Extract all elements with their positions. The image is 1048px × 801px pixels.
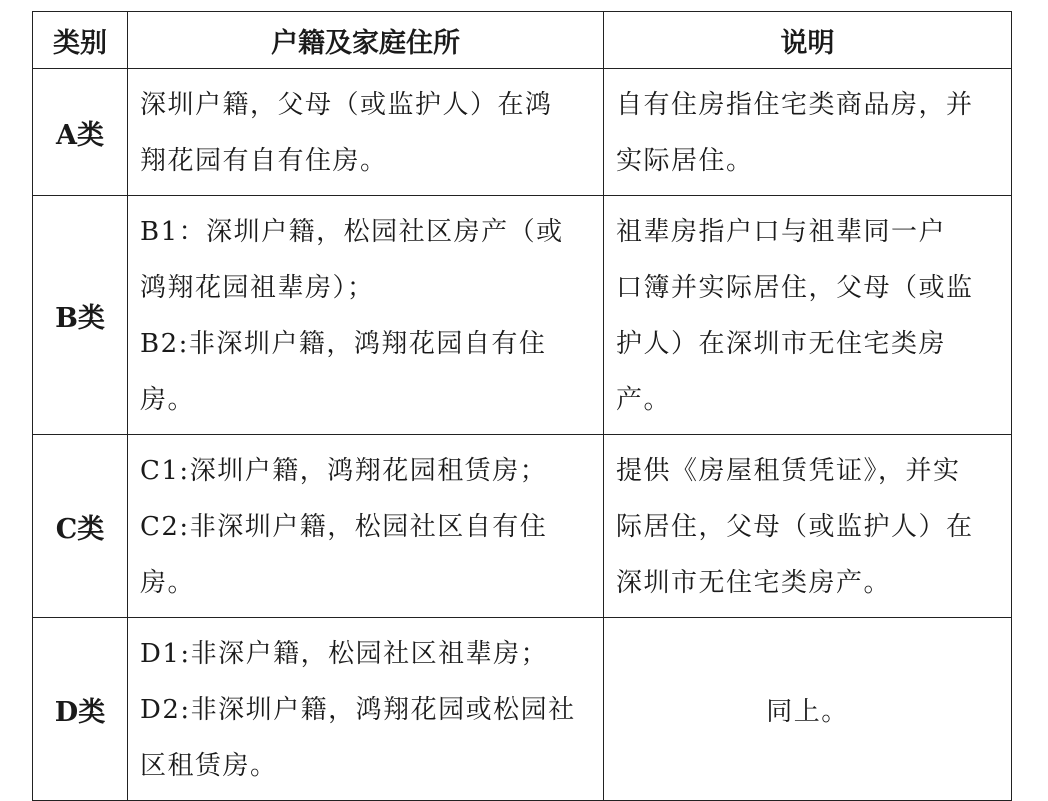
- header-note: 说明: [604, 12, 1012, 69]
- note-line: 自有住房指住宅类商品房，并: [616, 90, 974, 120]
- category-cell: B类: [33, 196, 128, 435]
- note-line: 祖辈房指户口与祖辈同一户: [616, 217, 947, 247]
- residence-line: D2:非深圳户籍，鸿翔花园或松园社: [140, 695, 576, 725]
- category-cell: D类: [33, 618, 128, 801]
- note-line: 产。: [616, 385, 672, 415]
- table-row: [33, 618, 1012, 801]
- residence-line: B2:非深圳户籍，鸿翔花园自有住: [140, 329, 547, 359]
- category-cell: C类: [33, 435, 128, 618]
- note-line: 深圳市无住宅类房产。: [616, 568, 892, 598]
- residence-line: D1:非深户籍，松园社区祖辈房；: [140, 639, 549, 669]
- residence-line: 房。: [140, 568, 196, 598]
- header-category: 类别: [33, 12, 128, 69]
- header-residence: 户籍及家庭住所: [128, 12, 604, 69]
- note-line: 际居住，父母（或监护人）在: [616, 512, 974, 542]
- table-row: [33, 69, 1012, 196]
- residence-line: 鸿翔花园祖辈房）；: [140, 273, 375, 303]
- note-cell: 同上。: [604, 618, 1012, 801]
- residence-line: B1：深圳户籍，松园社区房产（或: [140, 217, 564, 247]
- residence-cell: [128, 69, 604, 196]
- residence-cell: [128, 435, 604, 618]
- residence-cell: [128, 196, 604, 435]
- table-row: [33, 435, 1012, 618]
- note-cell: [604, 435, 1012, 618]
- note-line: 护人）在深圳市无住宅类房: [616, 329, 947, 359]
- residence-line: C1:深圳户籍，鸿翔花园租赁房；: [140, 456, 548, 486]
- table-row: [33, 196, 1012, 435]
- residence-line: 区租赁房。: [140, 751, 278, 781]
- residence-line: 房。: [140, 385, 196, 415]
- note-line: 提供《房屋租赁凭证》，并实: [616, 456, 961, 486]
- note-cell: [604, 196, 1012, 435]
- note-line: 口簿并实际居住，父母（或监: [616, 273, 974, 303]
- category-cell: A类: [33, 69, 128, 196]
- note-cell: [604, 69, 1012, 196]
- note-line: 实际居住。: [616, 146, 754, 176]
- table-header-row: [33, 12, 1012, 69]
- residence-cell: [128, 618, 604, 801]
- residence-line: 深圳户籍，父母（或监护人）在鸿: [140, 90, 553, 120]
- housing-category-table: [32, 11, 1012, 801]
- residence-line: 翔花园有自有住房。: [140, 146, 388, 176]
- residence-line: C2:非深圳户籍，松园社区自有住: [140, 512, 548, 542]
